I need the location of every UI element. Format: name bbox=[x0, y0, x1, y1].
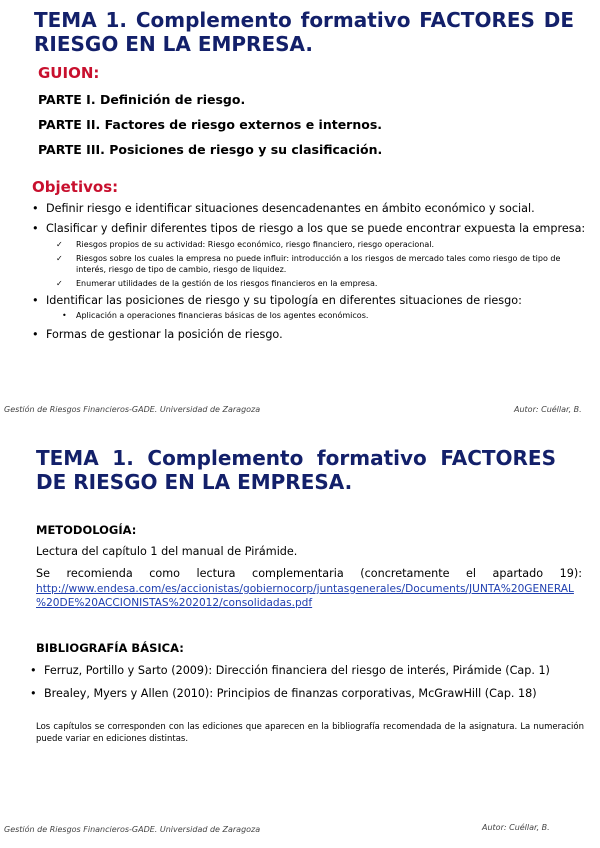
parte-1-number: PARTE I. bbox=[38, 92, 96, 107]
sub-objetivo-text: Aplicación a operaciones financieras básicas de los agentes económicos. bbox=[76, 311, 369, 320]
reference-link[interactable] bbox=[36, 582, 586, 610]
title-line-1: TEMA 1. Complemento formativo FACTORES DE bbox=[34, 8, 574, 32]
bullet-dot-icon: • bbox=[30, 664, 37, 677]
biblio-item-2 bbox=[30, 687, 537, 700]
objetivo-2-text: Clasificar y definir diferentes tipos de riesgo a los que se puede encontrar expuesta la empresa: bbox=[46, 222, 586, 235]
footer-left: Gestión de Riesgos Financieros-GADE. Universidad de Zaragoza bbox=[4, 825, 261, 834]
biblio-item-1 bbox=[30, 664, 550, 677]
slide-1-title bbox=[34, 8, 574, 56]
objetivo-1-text: Definir riesgo e identificar situaciones desencadenantes en ámbito económico y social. bbox=[46, 202, 535, 215]
checkmark-icon: ✓ bbox=[56, 254, 63, 263]
sub-objetivo-text: Riesgos sobre los cuales la empresa no puede influir: introducción a los riesgos de mercado tales como riesgo de tipo de interés, riesgo de tipo de cambio, riesgo de liquidez. bbox=[76, 254, 561, 274]
guion-heading: GUION: bbox=[38, 64, 100, 82]
link-line-2[interactable]: %20DE%20ACCIONISTAS%202012/consolidadas.pdf bbox=[36, 597, 313, 609]
objetivo-3 bbox=[32, 294, 522, 307]
bullet-dot-icon: • bbox=[32, 222, 39, 235]
bullet-dot-icon: • bbox=[32, 294, 39, 307]
checkmark-icon: ✓ bbox=[56, 240, 63, 249]
sub-objetivo-2-3 bbox=[56, 278, 580, 289]
objetivo-2 bbox=[32, 222, 585, 235]
bibliografia-heading: BIBLIOGRAFÍA BÁSICA: bbox=[36, 641, 184, 655]
parte-1-text: Definición de riesgo. bbox=[99, 92, 246, 107]
biblio-item-text: Ferruz, Portillo y Sarto (2009): Dirección financiera del riesgo de interés, Pirámide (Cap. 1) bbox=[44, 664, 550, 677]
slide-2 bbox=[0, 424, 600, 848]
recomienda-text: Se recomienda como lectura complementaria (concretamente el apartado 19): bbox=[36, 567, 582, 580]
parte-2-number: PARTE II. bbox=[38, 117, 101, 132]
title-line-2: RIESGO EN LA EMPRESA. bbox=[34, 32, 313, 56]
editions-note: Los capítulos se corresponden con las ediciones que aparecen en la bibliografía recomendada de la asignatura. La numeración puede variar en ediciones distintas. bbox=[36, 722, 584, 744]
sub-objetivo-text: Riesgos propios de su actividad: Riesgo económico, riesgo financiero, riesgo operacional. bbox=[76, 240, 435, 249]
objetivo-1 bbox=[32, 202, 535, 215]
sub-objetivo-2-1 bbox=[56, 239, 580, 250]
metodologia-text: Lectura del capítulo 1 del manual de Pirámide. bbox=[36, 545, 298, 558]
footer-right: Autor: Cuéllar, B. bbox=[482, 823, 550, 832]
title-line-2: DE RIESGO EN LA EMPRESA. bbox=[36, 470, 353, 494]
sub-objetivo-2-2 bbox=[56, 253, 580, 275]
footer-right: Autor: Cuéllar, B. bbox=[514, 405, 582, 414]
bullet-dot-icon: • bbox=[32, 328, 39, 341]
sub-objetivo-text: Enumerar utilidades de la gestión de los riesgos financieros en la empresa. bbox=[76, 279, 378, 288]
parte-1 bbox=[38, 92, 245, 107]
link-line-1[interactable]: http://www.endesa.com/es/accionistas/gobiernocorp/juntasgenerales/Documents/JUNTA%20GENERAL bbox=[36, 583, 574, 595]
checkmark-icon: ✓ bbox=[56, 279, 63, 288]
parte-2 bbox=[38, 117, 382, 132]
sub-objetivo-3-1 bbox=[62, 311, 368, 320]
bullet-dot-icon: • bbox=[32, 202, 39, 215]
metodologia-heading: METODOLOGÍA: bbox=[36, 523, 137, 537]
bullet-dot-icon: • bbox=[62, 311, 67, 320]
parte-2-text: Factores de riesgo externos e internos. bbox=[104, 117, 383, 132]
objetivos-heading: Objetivos: bbox=[32, 178, 119, 196]
parte-3-text: Posiciones de riesgo y su clasificación. bbox=[109, 142, 383, 157]
objetivo-4-text: Formas de gestionar la posición de riesgo. bbox=[46, 328, 283, 341]
objetivo-4 bbox=[32, 328, 283, 341]
bullet-dot-icon: • bbox=[30, 687, 37, 700]
biblio-item-text: Brealey, Myers y Allen (2010): Principios de finanzas corporativas, McGrawHill (Cap. 18) bbox=[44, 687, 537, 700]
parte-3 bbox=[38, 142, 382, 157]
parte-3-number: PARTE III. bbox=[38, 142, 105, 157]
footer-left: Gestión de Riesgos Financieros-GADE. Universidad de Zaragoza bbox=[4, 405, 261, 414]
title-line-1: TEMA 1. Complemento formativo FACTORES bbox=[36, 446, 556, 470]
objetivo-3-text: Identificar las posiciones de riesgo y su tipología en diferentes situaciones de riesgo: bbox=[46, 294, 522, 307]
slide-2-title bbox=[36, 446, 556, 494]
